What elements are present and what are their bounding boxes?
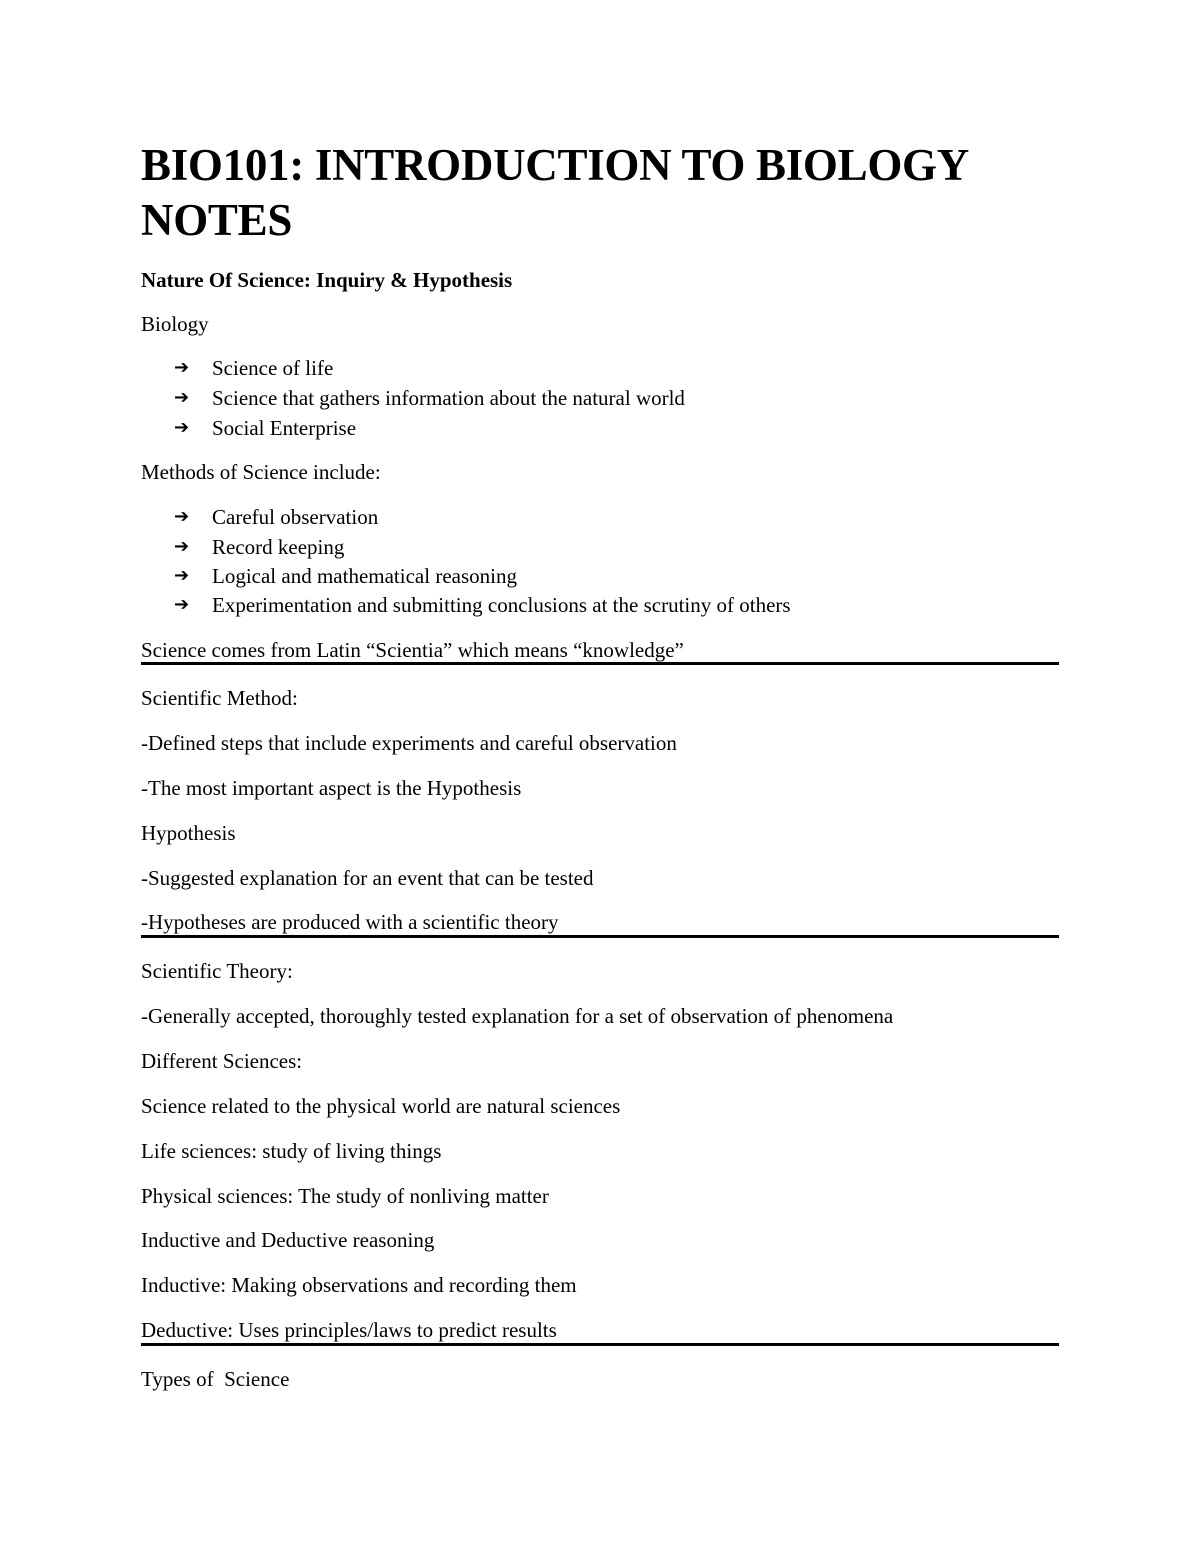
- scientific-method-heading: Scientific Method:: [141, 686, 298, 710]
- latin-origin-text: Science comes from Latin “Scientia” which means “knowledge”: [141, 638, 684, 662]
- types-of-science-heading: Types of Science: [141, 1367, 290, 1391]
- list-item: [174, 593, 791, 617]
- list-item: [174, 564, 517, 588]
- biology-heading: Biology: [141, 312, 209, 336]
- arrow-right-icon: ➔: [174, 357, 190, 378]
- natural-sciences-text: Science related to the physical world are natural sciences: [141, 1094, 621, 1118]
- reasoning-heading: Inductive and Deductive reasoning: [141, 1228, 435, 1252]
- hypothesis-heading: Hypothesis: [141, 821, 236, 845]
- list-item-text: Careful observation: [212, 505, 379, 529]
- scientific-theory-heading: Scientific Theory:: [141, 959, 293, 983]
- list-item-text: Logical and mathematical reasoning: [212, 564, 517, 588]
- different-sciences-heading: Different Sciences:: [141, 1049, 303, 1073]
- arrow-right-icon: ➔: [174, 565, 190, 586]
- scientific-method-point: -Defined steps that include experiments and careful observation: [141, 731, 677, 755]
- document-title: BIO101: INTRODUCTION TO BIOLOGY NOTES: [141, 140, 968, 245]
- physical-sciences-text: Physical sciences: The study of nonliving matter: [141, 1184, 549, 1208]
- inductive-text: Inductive: Making observations and recording them: [141, 1273, 577, 1297]
- arrow-right-icon: ➔: [174, 387, 190, 408]
- deductive-text: Deductive: Uses principles/laws to predict results: [141, 1318, 557, 1342]
- arrow-right-icon: ➔: [174, 417, 190, 438]
- list-item-text: Science that gathers information about the natural world: [212, 386, 685, 410]
- arrow-right-icon: ➔: [174, 506, 190, 527]
- section-divider: [141, 1343, 1059, 1346]
- list-item: [174, 416, 356, 440]
- list-item-text: Science of life: [212, 356, 334, 380]
- list-item: [174, 535, 344, 559]
- section-divider: [141, 662, 1059, 665]
- list-item: [174, 356, 333, 380]
- list-item: [174, 505, 378, 529]
- scientific-method-point: -The most important aspect is the Hypothesis: [141, 776, 522, 800]
- list-item: [174, 386, 685, 410]
- arrow-right-icon: ➔: [174, 536, 190, 557]
- methods-heading: Methods of Science include:: [141, 460, 381, 484]
- list-item-text: Record keeping: [212, 535, 345, 559]
- hypothesis-point: -Suggested explanation for an event that can be tested: [141, 866, 594, 890]
- section-subtitle: Nature Of Science: Inquiry & Hypothesis: [141, 268, 513, 292]
- scientific-theory-point: -Generally accepted, thoroughly tested explanation for a set of observation of phenomena: [141, 1004, 894, 1028]
- list-item-text: Social Enterprise: [212, 416, 357, 440]
- section-divider: [141, 935, 1059, 938]
- arrow-right-icon: ➔: [174, 594, 190, 615]
- life-sciences-text: Life sciences: study of living things: [141, 1139, 442, 1163]
- list-item-text: Experimentation and submitting conclusions at the scrutiny of others: [212, 593, 791, 617]
- hypothesis-point: -Hypotheses are produced with a scientific theory: [141, 910, 559, 934]
